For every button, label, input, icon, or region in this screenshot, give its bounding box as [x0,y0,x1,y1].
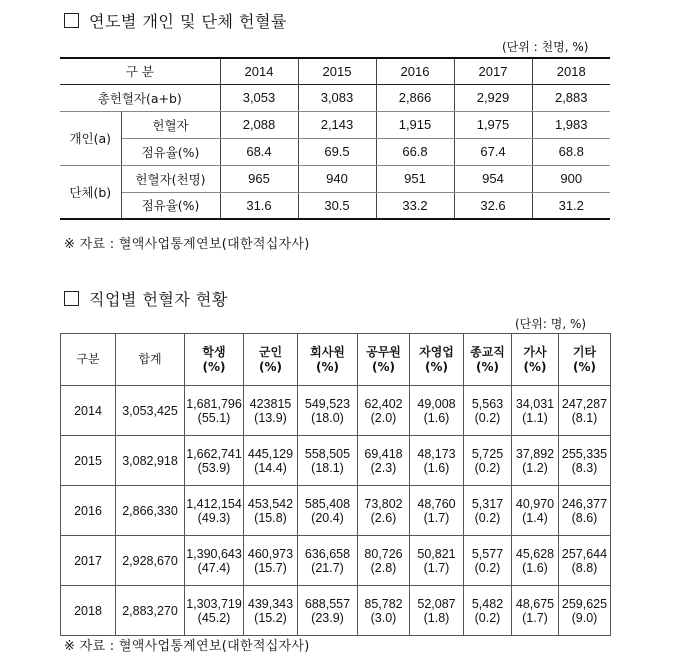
header-cell [464,334,512,386]
cell-occupation [464,486,512,536]
cell-percent: (1.2) [522,460,548,475]
cell-occupation [358,586,410,636]
section2-unit: (단위: 명, %) [515,317,587,331]
cell-value: 954 [454,165,532,192]
cell-percent: (2.8) [370,560,397,575]
cell-occupation [512,586,559,636]
table-row [61,386,611,436]
cell-occupation [244,386,298,436]
cell-percent: (45.2) [197,610,231,625]
cell-total: 2,928,670 [116,536,185,586]
cell-value: 2,866 [376,84,454,111]
cell-percent: (15.7) [254,560,287,575]
cell-percent: (1.7) [423,560,450,575]
group-label-individual: 개인(a) [60,111,121,165]
cell-percent: (49.3) [197,510,231,525]
table-row [61,586,611,636]
cell-total: 2,866,330 [116,486,185,536]
section1-source-note: ※ 자료 : 혈액사업통계연보(대한적십자사) [64,237,310,252]
cell-count: 1,412,154 [186,496,242,511]
table-row-group-share [60,192,610,219]
cell-occupation [464,386,512,436]
cell-total: 2,883,270 [116,586,185,636]
cell-occupation [512,536,559,586]
cell-occupation [410,586,464,636]
cell-count: 37,892 [515,446,555,461]
cell-value: 67.4 [454,138,532,165]
cell-occupation [559,536,611,586]
header-cell [116,334,185,386]
cell-year: 2015 [61,436,116,486]
cell-occupation [185,436,244,486]
header-name: 회사원 [310,344,345,359]
cell-count: 549,523 [304,396,351,411]
cell-count: 45,628 [515,546,555,561]
section2-title [64,287,228,310]
table-row-individual-donors [60,111,610,138]
cell-count: 48,173 [417,446,456,461]
table-row [61,486,611,536]
table-header-row [60,58,610,84]
occupation-donor-table [60,333,611,636]
cell-occupation [512,486,559,536]
cell-value: 951 [376,165,454,192]
cell-percent: (3.0) [370,610,397,625]
cell-count: 423815 [249,396,292,411]
cell-occupation [559,436,611,486]
header-year: 2018 [532,58,610,84]
header-cell [512,334,559,386]
cell-occupation [185,486,244,536]
cell-count: 48,760 [417,496,456,511]
cell-occupation [298,486,358,536]
cell-percent: (9.0) [571,610,598,625]
header-name: 합계 [138,352,162,366]
cell-count: 80,726 [364,546,403,561]
cell-occupation [559,486,611,536]
cell-percent: (1.8) [423,610,450,625]
cell-percent: (2.3) [370,460,397,475]
cell-value: 30.5 [298,192,376,219]
cell-value: 900 [532,165,610,192]
cell-occupation [185,586,244,636]
cell-count: 52,087 [417,596,456,611]
header-cell [410,334,464,386]
cell-occupation [358,486,410,536]
table-row [61,436,611,486]
cell-percent: (23.9) [311,610,344,625]
cell-percent: (8.3) [571,460,598,475]
cell-occupation [298,386,358,436]
cell-occupation [410,436,464,486]
header-name: 군인 [258,344,283,359]
cell-percent: (15.8) [254,510,287,525]
cell-value: 68.8 [532,138,610,165]
header-year: 2015 [298,58,376,84]
cell-percent: (8.1) [571,410,598,425]
cell-percent: (21.7) [311,560,344,575]
cell-value: 2,088 [220,111,298,138]
cell-value: 1,983 [532,111,610,138]
cell-occupation [244,536,298,586]
cell-count: 585,408 [304,496,351,511]
row-label: 점유율(%) [121,138,220,165]
cell-value: 2,883 [532,84,610,111]
cell-value: 68.4 [220,138,298,165]
cell-year: 2018 [61,586,116,636]
header-unit: (%) [372,359,395,374]
cell-percent: (1.6) [423,410,450,425]
cell-count: 5,577 [471,546,504,561]
cell-occupation [298,586,358,636]
cell-value: 2,929 [454,84,532,111]
cell-occupation [244,436,298,486]
section1-title-text: 연도별 개인 및 단체 헌혈률 [89,12,287,31]
cell-count: 460,973 [247,546,294,561]
cell-count: 257,644 [561,546,608,561]
cell-count: 259,625 [561,596,608,611]
cell-value: 3,053 [220,84,298,111]
cell-value: 1,915 [376,111,454,138]
header-name: 가사 [523,344,547,359]
cell-occupation [358,436,410,486]
cell-count: 246,377 [561,496,608,511]
cell-percent: (18.0) [311,410,344,425]
cell-percent: (0.2) [474,510,501,525]
cell-value: 2,143 [298,111,376,138]
cell-percent: (1.6) [423,460,450,475]
cell-occupation [559,586,611,636]
cell-value: 965 [220,165,298,192]
cell-count: 453,542 [247,496,294,511]
cell-count: 445,129 [247,446,294,461]
cell-occupation [244,586,298,636]
row-label: 점유율(%) [121,192,220,219]
header-cell [61,334,116,386]
cell-value: 31.6 [220,192,298,219]
cell-count: 85,782 [364,596,403,611]
cell-percent: (2.6) [370,510,397,525]
header-unit: (%) [316,359,339,374]
header-cell [559,334,611,386]
cell-occupation [298,436,358,486]
header-name: 구분 [76,352,100,366]
cell-count: 62,402 [364,396,403,411]
cell-year: 2016 [61,486,116,536]
cell-percent: (0.2) [474,460,501,475]
occupation-table-body [61,386,611,636]
row-label: 헌혈자(천명) [121,165,220,192]
cell-percent: (2.0) [370,410,397,425]
cell-occupation [358,386,410,436]
cell-year: 2014 [61,386,116,436]
cell-total: 3,053,425 [116,386,185,436]
header-unit: (%) [476,359,499,374]
cell-count: 636,658 [304,546,351,561]
cell-count: 688,557 [304,596,351,611]
section2-title-text: 직업별 헌혈자 현황 [89,290,228,309]
table-row-individual-share [60,138,610,165]
section1-title [64,9,287,32]
cell-percent: (20.4) [311,510,344,525]
cell-count: 247,287 [561,396,608,411]
cell-value: 1,975 [454,111,532,138]
cell-count: 5,317 [471,496,504,511]
donation-rate-table [60,57,610,220]
cell-percent: (0.2) [474,610,501,625]
header-unit: (%) [202,359,226,374]
cell-percent: (18.1) [311,460,344,475]
cell-percent: (1.6) [522,560,548,575]
header-cell [185,334,244,386]
cell-occupation [244,486,298,536]
cell-total: 3,082,918 [116,436,185,486]
cell-count: 5,563 [471,396,504,411]
checkbox-square-icon [64,291,79,306]
cell-count: 48,675 [515,596,555,611]
cell-occupation [410,536,464,586]
cell-value: 66.8 [376,138,454,165]
cell-count: 1,303,719 [186,596,242,611]
cell-percent: (14.4) [254,460,287,475]
cell-value: 31.2 [532,192,610,219]
section2-source-note: ※ 자료 : 혈액사업통계연보(대한적십자사) [64,639,310,654]
group-label-group: 단체(b) [60,165,121,219]
cell-occupation [298,536,358,586]
header-unit: (%) [425,359,448,374]
cell-count: 1,662,741 [186,446,242,461]
table-row-total [60,84,610,111]
cell-occupation [559,386,611,436]
table-row-group-donors [60,165,610,192]
header-cell [358,334,410,386]
cell-percent: (8.8) [571,560,598,575]
header-year: 2014 [220,58,298,84]
header-cell [244,334,298,386]
header-name: 공무원 [366,344,401,359]
header-name: 자영업 [419,344,454,359]
cell-count: 40,970 [515,496,555,511]
cell-count: 34,031 [515,396,555,411]
cell-count: 255,335 [561,446,608,461]
cell-count: 5,482 [471,596,504,611]
header-name: 기타 [572,344,597,359]
cell-percent: (1.4) [522,510,548,525]
cell-value: 33.2 [376,192,454,219]
cell-occupation [464,586,512,636]
cell-occupation [185,386,244,436]
cell-percent: (47.4) [197,560,231,575]
cell-occupation [464,436,512,486]
cell-count: 439,343 [247,596,294,611]
cell-count: 558,505 [304,446,351,461]
cell-percent: (8.6) [571,510,598,525]
cell-percent: (53.9) [197,460,231,475]
cell-percent: (1.1) [522,410,548,425]
header-unit: (%) [573,359,596,374]
cell-value: 69.5 [298,138,376,165]
cell-count: 50,821 [417,546,456,561]
section1-unit: (단위 : 천명, %) [502,40,589,54]
cell-occupation [464,536,512,586]
cell-count: 5,725 [471,446,504,461]
header-unit: (%) [523,359,547,374]
cell-occupation [512,386,559,436]
cell-count: 1,390,643 [186,546,242,561]
cell-occupation [410,486,464,536]
cell-percent: (13.9) [254,410,287,425]
table-header-row [61,334,611,386]
row-label: 총헌혈자(a+b) [60,84,220,111]
header-cell [298,334,358,386]
cell-percent: (1.7) [423,510,450,525]
cell-percent: (55.1) [197,410,231,425]
header-year: 2016 [376,58,454,84]
cell-value: 3,083 [298,84,376,111]
cell-count: 49,008 [417,396,456,411]
cell-count: 73,802 [364,496,403,511]
cell-occupation [512,436,559,486]
cell-occupation [358,536,410,586]
header-name: 학생 [202,344,226,359]
cell-occupation [185,536,244,586]
header-unit: (%) [259,359,282,374]
cell-value: 940 [298,165,376,192]
cell-percent: (15.2) [254,610,287,625]
cell-count: 1,681,796 [186,396,242,411]
row-label: 헌혈자 [121,111,220,138]
cell-count: 69,418 [364,446,403,461]
header-name: 종교직 [470,344,505,359]
cell-year: 2017 [61,536,116,586]
header-category: 구 분 [60,58,220,84]
header-year: 2017 [454,58,532,84]
cell-percent: (1.7) [522,610,548,625]
cell-value: 32.6 [454,192,532,219]
cell-occupation [410,386,464,436]
checkbox-square-icon [64,13,79,28]
cell-percent: (0.2) [474,560,501,575]
cell-percent: (0.2) [474,410,501,425]
table-row [61,536,611,586]
